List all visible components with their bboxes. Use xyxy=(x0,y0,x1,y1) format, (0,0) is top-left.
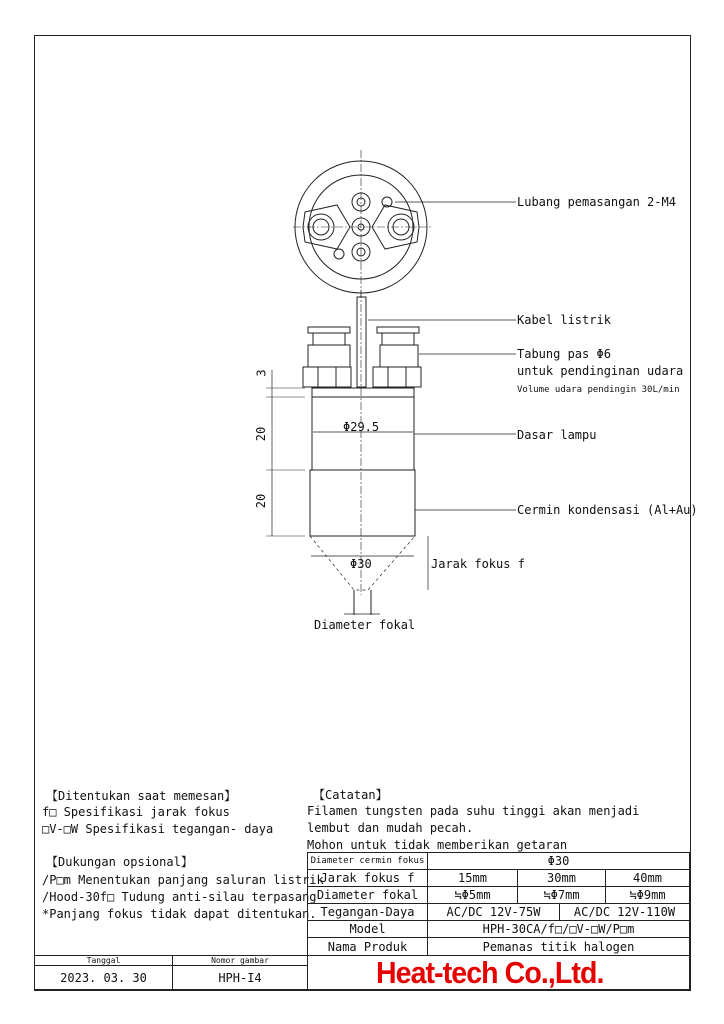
dim-20-base: 20 xyxy=(254,426,269,442)
focal-distance-label: Jarak fokus f xyxy=(307,869,428,887)
order-note: □V-□W Spesifikasi tegangan- daya xyxy=(42,822,274,836)
mirror-diameter-label: Diameter cermin fokus xyxy=(307,852,428,870)
drawing-no-label: Nomor gambar xyxy=(172,955,308,966)
focal-distance-value: 30mm xyxy=(517,869,606,887)
date-label: Tanggal xyxy=(34,955,173,966)
dim-20-mirror: 20 xyxy=(254,493,269,509)
option-note: /Hood-30f□ Tudung anti-silau terpasang xyxy=(42,890,317,904)
voltage-value: AC/DC 12V-110W xyxy=(559,903,690,921)
top-view xyxy=(293,150,432,300)
label-mounting-hole: Lubang pemasangan 2-M4 xyxy=(517,195,676,209)
order-notes-title: 【Ditentukan saat memesan】 xyxy=(46,789,237,803)
voltage-value: AC/DC 12V-75W xyxy=(427,903,560,921)
order-note: f□ Spesifikasi jarak fokus xyxy=(42,805,230,819)
voltage-label: Tegangan-Daya xyxy=(307,903,428,921)
focal-diameter-value: ≒Φ7mm xyxy=(517,886,606,904)
date-value: 2023. 03. 30 xyxy=(34,965,173,990)
focal-diameter-value: ≒Φ9mm xyxy=(605,886,690,904)
mirror-diameter-value: Φ30 xyxy=(427,852,690,870)
label-tube-fitting: Tabung pas Φ6 xyxy=(517,347,611,361)
label-lamp-base: Dasar lampu xyxy=(517,428,597,442)
model-value: HPH-30CA/f□/□V-□W/P□m xyxy=(427,920,690,938)
dim-mirror-diameter: Φ30 xyxy=(350,557,372,571)
label-tube-fitting-purpose: untuk pendinginan udara xyxy=(517,364,684,378)
focal-diameter-label: Diameter fokal xyxy=(307,886,428,904)
model-label: Model xyxy=(307,920,428,938)
option-note: *Panjang fokus tidak dapat ditentukan. xyxy=(42,907,317,921)
label-air-volume: Volume udara pendingin 30L/min xyxy=(517,385,680,395)
note-line: lembut dan mudah pecah. xyxy=(307,821,474,835)
side-view xyxy=(266,202,516,615)
company-logo: Heat-tech Co.,Ltd. xyxy=(376,955,604,990)
label-focal-diameter: Diameter fokal xyxy=(314,618,416,632)
note-line: Filamen tungsten pada suhu tinggi akan menjadi xyxy=(307,804,640,818)
options-title: 【Dukungan opsional】 xyxy=(46,855,193,869)
note-line: Mohon untuk tidak memberikan getaran xyxy=(307,838,568,852)
label-cable: Kabel listrik xyxy=(517,313,611,327)
product-value: Pemanas titik halogen xyxy=(427,937,690,956)
notes-title: 【Catatan】 xyxy=(313,788,388,802)
drawing-no-value: HPH-I4 xyxy=(172,965,308,990)
focal-diameter-value: ≒Φ5mm xyxy=(427,886,518,904)
option-note: /P□m Menentukan panjang saluran listrik xyxy=(42,873,324,887)
product-label: Nama Produk xyxy=(307,937,428,956)
focal-distance-value: 15mm xyxy=(427,869,518,887)
label-mirror: Cermin kondensasi (Al+Au) xyxy=(517,503,698,517)
dim-3: 3 xyxy=(254,369,269,377)
dim-body-diameter: Φ29.5 xyxy=(343,420,380,434)
label-focal-distance: Jarak fokus f xyxy=(431,557,525,571)
focal-distance-value: 40mm xyxy=(605,869,690,887)
